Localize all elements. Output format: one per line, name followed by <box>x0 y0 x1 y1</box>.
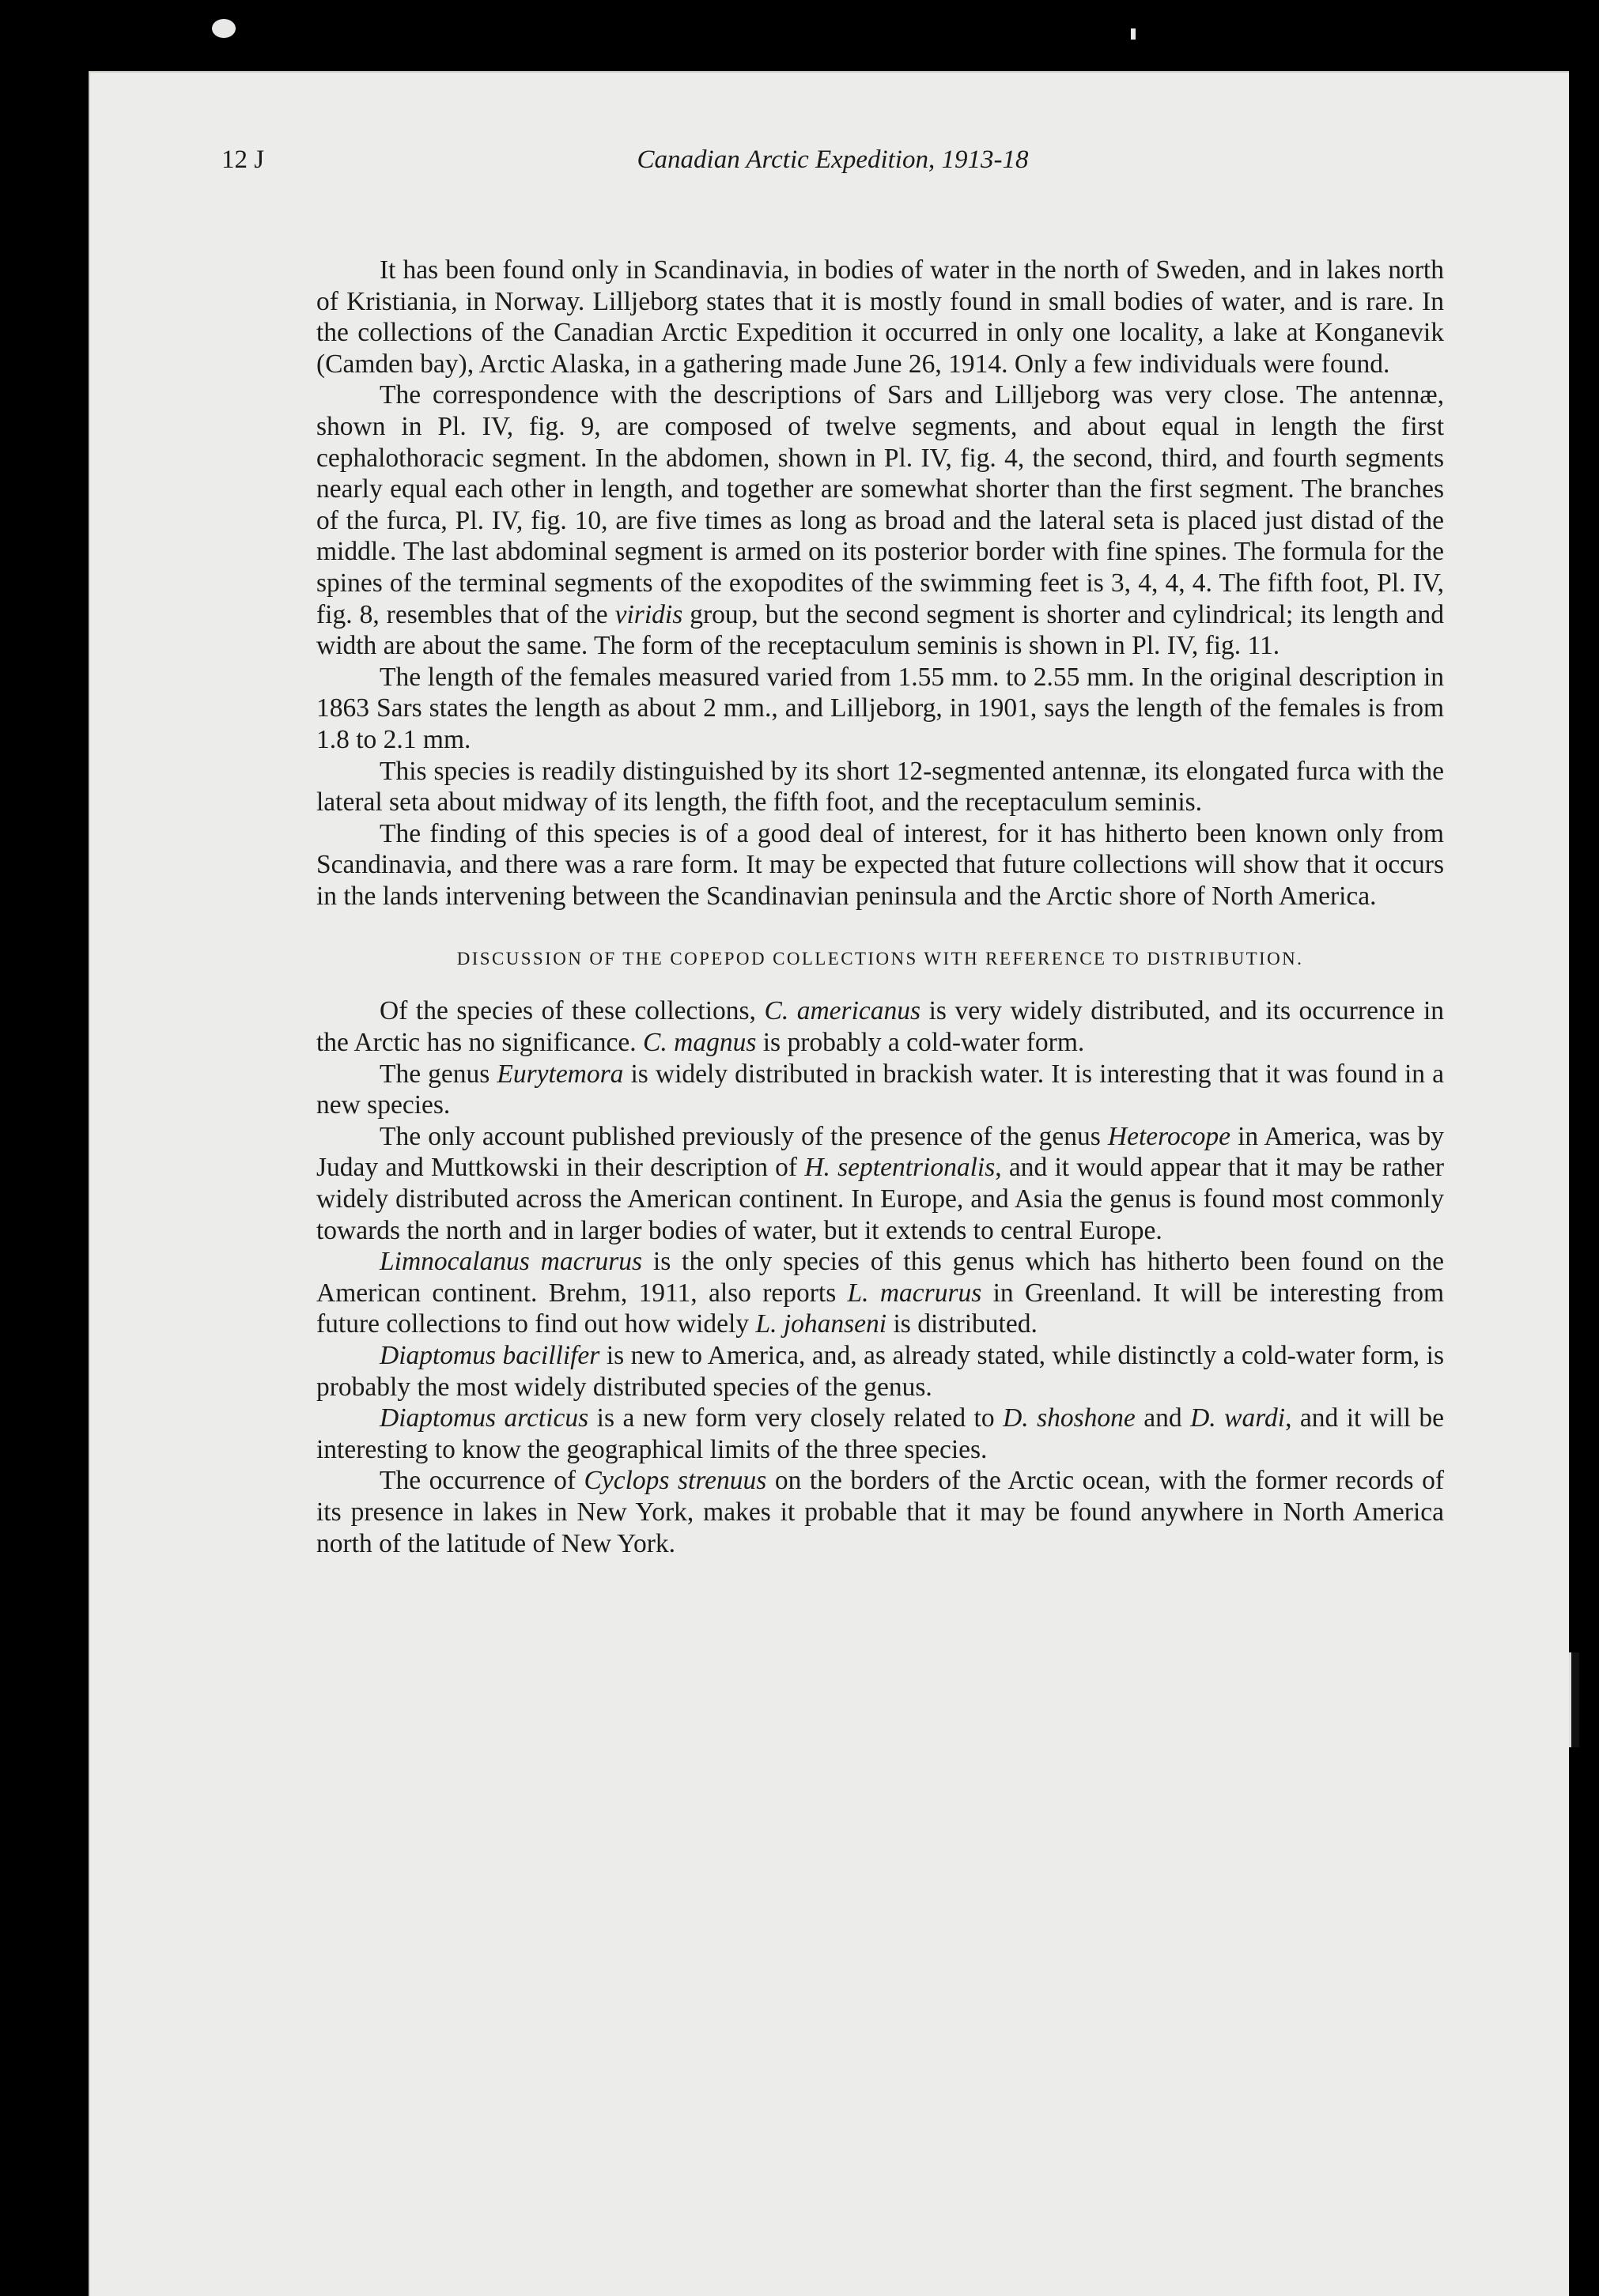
text-run: in Greenland. It will be interesting from future collections to find out how widely <box>316 1278 1445 1339</box>
italic-text: viridis <box>614 599 683 629</box>
paragraph <box>316 255 1444 380</box>
italic-text: D. shoshone <box>1003 1403 1136 1433</box>
italic-text: Diaptomus arcticus <box>380 1403 589 1433</box>
text-run: group, but the second segment is shorter and cylindrical; its length and width are about the same. The form of the receptaculum seminis is shown in Pl. IV, fig. 11. <box>316 599 1444 661</box>
italic-text: H. septentrionalis <box>804 1153 996 1183</box>
film-speck <box>1131 28 1136 40</box>
text-run: The correspondence with the descriptions of Sars and Lilljeborg was very close. The antennæ, shown in Pl. IV, fig. 9, are composed of twelve segments, and about equal in length the first cephalothoracic segment. In the abdomen, shown in Pl. IV, fig. 4, the second, third, and fourth segments nearly equal each other in length, and together are somewhat shorter than the first segment. The branches of the furca, Pl. IV, fig. 10, are five times as long as broad and the lateral seta is placed just distad of the middle. The last abdominal segment is armed on its posterior border with fine spines. The formula for the spines of the terminal segments of the exopodites of the swimming feet is 3, 4, 4, 4. The fifth foot, Pl. IV, fig. 8, resembles that of the <box>316 380 1444 629</box>
text-run: This species is readily distinguished by its short 12-segmented antennæ, its elongated furca with the lateral seta about midway of its length, the fifth foot, and the receptaculum seminis. <box>316 756 1444 818</box>
italic-text: Cyclops strenuus <box>584 1466 767 1496</box>
text-run: , and it will be interesting to know the geographical limits of the three species. <box>316 1403 1445 1464</box>
text-run: The length of the females measured varied from 1.55 mm. to 2.55 mm. In the original description in 1863 Sars states the length as about 2 mm., and Lilljeborg, in 1901, says the length of the females is from 1.8 to 2.1 mm. <box>316 662 1444 754</box>
paragraph <box>316 995 1444 1058</box>
text-run: The occurrence of <box>380 1466 584 1496</box>
page-header <box>221 145 1444 180</box>
italic-text: Eurytemora <box>497 1059 624 1089</box>
text-run: in America, was by Juday and Muttkowski in their description of <box>316 1121 1444 1183</box>
paragraph <box>316 662 1444 756</box>
paragraph <box>316 1121 1444 1246</box>
text-run: is a new form very closely related to <box>588 1403 1004 1433</box>
text-run: It has been found only in Scandinavia, in bodies of water in the north of Sweden, and in lakes north of Kristiania, in Norway. Lilljeborg states that it is mostly found in small bodies of water, and is rare. In the collections of the Canadian Arctic Expedition it occurred in only one locality, a lake at Konganevik (Camden bay), Arctic Alaska, in a gathering made June 26, 1914. Only a few individuals were found. <box>316 255 1444 379</box>
text-run: is probably a cold-water form. <box>756 1028 1085 1058</box>
italic-text: D. wardi <box>1190 1403 1286 1433</box>
running-title: Canadian Arctic Expedition, 1913-18 <box>637 145 1029 174</box>
section-heading: DISCUSSION OF THE COPEPOD COLLECTIONS WITH REFERENCE TO DISTRIBUTION. <box>456 949 1304 969</box>
italic-text: L. macrurus <box>847 1278 982 1308</box>
italic-text: C. magnus <box>643 1028 757 1058</box>
paragraph <box>316 380 1444 661</box>
text-run: The genus <box>380 1059 497 1089</box>
text-run: , and it would appear that it may be rather widely distributed across the American continent. In Europe, and Asia the genus is found most commonly towards the north and in larger bodies of water, but it extends to central Europe. <box>316 1153 1445 1245</box>
paragraph <box>316 756 1444 818</box>
body-text <box>316 255 1444 1559</box>
text-run: is very widely distributed, and its occurrence in the Arctic has no significance. <box>316 996 1445 1058</box>
folio: 12 J <box>221 145 265 174</box>
text-run: is distributed. <box>886 1309 1038 1339</box>
paragraph <box>316 1465 1444 1559</box>
paragraph <box>316 1246 1444 1340</box>
text-run: on the borders of the Arctic ocean, with the former records of its presence in lakes in New York, makes it probable that it may be found anywhere in North America north of the latitude of New York. <box>316 1466 1444 1558</box>
italic-text: L. johanseni <box>755 1309 887 1339</box>
text-run: is widely distributed in brackish water. It is interesting that it was found in a new species. <box>316 1059 1444 1120</box>
text-run: The finding of this species is of a good deal of interest, for it has hitherto been known only from Scandinavia, and there was a rare form. It may be expected that future collections will show that it occurs in the lands intervening between the Scandinavian peninsula and the Arctic shore of North America. <box>316 818 1444 911</box>
paragraph <box>316 1340 1444 1403</box>
italic-text: C. americanus <box>764 996 921 1026</box>
text-run: is the only species of this genus which has hitherto been found on the American continent. Brehm, 1911, also reports <box>316 1247 1444 1308</box>
film-speck <box>212 19 236 38</box>
text-run: Of the species of these collections, <box>380 996 765 1026</box>
text-run: The only account published previously of the presence of the genus <box>380 1121 1108 1151</box>
italic-text: Diaptomus bacillifer <box>380 1341 600 1370</box>
text-run: and <box>1135 1403 1191 1433</box>
paragraph <box>316 1059 1444 1121</box>
film-speck <box>1569 1652 1579 1747</box>
paragraph <box>316 818 1444 912</box>
text-run: is new to America, and, as already stated, while distinctly a cold-water form, is probably the most widely distributed species of the genus. <box>316 1341 1444 1402</box>
italic-text: Limnocalanus macrurus <box>380 1247 643 1277</box>
italic-text: Heterocope <box>1107 1121 1230 1151</box>
paragraph <box>316 1403 1444 1465</box>
